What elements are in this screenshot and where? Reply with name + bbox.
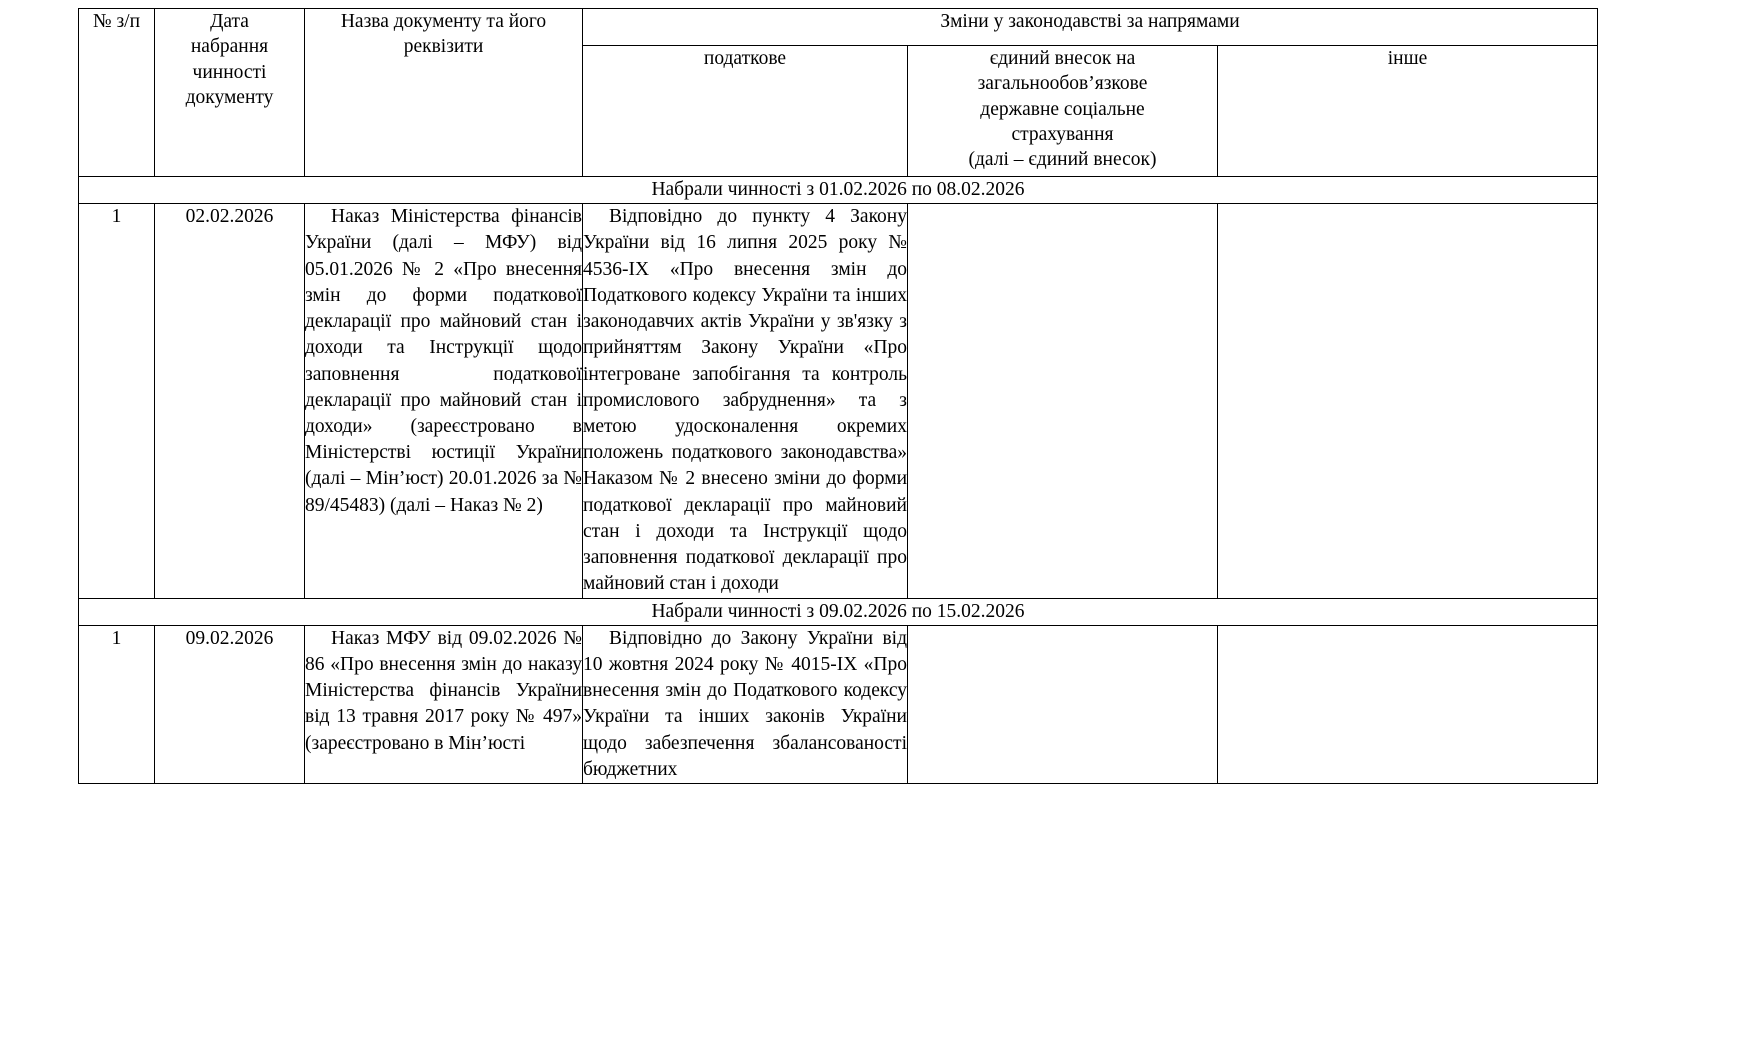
text-run-0: Відповідно до пункту 4 Закону України від 16 липня 2025 року № 4536-IX «Про внесення змін до Податкового кодексу України та інших законодавчих актів України у зв'язку з прийняттям Закону України «Про інтегроване запобігання та контроль промислового забруднення» та з метою удосконалення окремих положень податкового законодавства» [583, 206, 907, 464]
header-col-date-line-2: набрання [190, 36, 269, 58]
row-other-changes [1218, 625, 1598, 783]
row-effective-date: 02.02.2026 [155, 204, 305, 598]
row-effective-date: 09.02.2026 [155, 625, 305, 783]
table-row [79, 625, 1598, 783]
header-col-esv-line-3: державне соціальне [980, 98, 1145, 120]
row-esv-changes [908, 625, 1218, 783]
text-run-0: Відповідно до Закону України від 10 жовтня 2024 року № 4015-IX «Про внесення змін до Податкового кодексу України та інших законів України щодо забезпечення збалансованості бюджетних [583, 627, 907, 780]
row-tax-changes [583, 625, 908, 783]
text-run-3: «Про внесення змін до форми податкової декларації про майновий стан і доходи та Інструкції щодо заповнення податкової декларації про майновий стан і доходи» (зареєстровано в Міністерстві юстиції України (далі – Мін’юст) 20.01.2026 за № 89/45483) (далі – [305, 258, 582, 516]
header-col-esv [908, 46, 1218, 177]
section-header-row [79, 177, 1598, 204]
text-run-2: внесено зміни до форми податкової декларації про майновий стан і доходи та Інструкції щодо заповнення податкової декларації про майновий стан і доходи [583, 468, 908, 595]
header-col-date-line-4: документу [185, 87, 274, 109]
header-col-name: Назва документу та його реквізити [305, 9, 583, 177]
header-group-changes: Зміни у законодавстві за напрямами [583, 9, 1598, 46]
text-run-1: Наказом № 2 [583, 468, 696, 490]
text-run-5: ) [536, 494, 543, 516]
row-tax-changes [583, 204, 908, 598]
table-header [79, 9, 1598, 177]
row-esv-changes [908, 204, 1218, 598]
header-col-esv-line-5: (далі – єдиний внесок) [968, 149, 1157, 171]
table-body [79, 177, 1598, 784]
row-other-changes [1218, 204, 1598, 598]
header-col-date [155, 9, 305, 177]
row-number: 1 [79, 204, 155, 598]
text-run-1: «Про внесення змін до наказу Міністерства фінансів України від 13 травня 2017 року № 497» (зареєстровано в Мін’юсті [305, 653, 582, 754]
header-col-esv-line-2: загальнообов’язкове [977, 73, 1148, 95]
header-col-date-line-3: чинності [192, 61, 267, 83]
text-run-0: Наказ МФУ від 09.02.2026 № 86 [305, 627, 582, 675]
legislation-changes-table [78, 8, 1598, 784]
header-col-other: інше [1218, 46, 1598, 177]
section-header-row [79, 598, 1598, 625]
text-run-0: Наказ Міністерства фінансів України [305, 206, 582, 254]
header-col-tax: податкове [583, 46, 908, 177]
section-title: Набрали чинності з 09.02.2026 по 15.02.2026 [79, 598, 1598, 625]
row-document-name [305, 625, 583, 783]
header-col-date-line-1: Дата [210, 11, 249, 32]
row-document-name [305, 204, 583, 598]
header-row-top [79, 9, 1598, 46]
table-row [79, 204, 1598, 598]
row-number: 1 [79, 625, 155, 783]
text-run-2: від 05.01.2026 № 2 [305, 232, 582, 280]
text-run-1: (далі – МФУ) [371, 232, 558, 254]
header-col-esv-line-4: страхування [1011, 124, 1114, 146]
text-run-4: Наказ № 2 [449, 494, 537, 516]
header-col-num: № з/п [79, 9, 155, 177]
header-col-esv-line-1: єдиний внесок на [989, 48, 1136, 69]
section-title: Набрали чинності з 01.02.2026 по 08.02.2026 [79, 177, 1598, 204]
